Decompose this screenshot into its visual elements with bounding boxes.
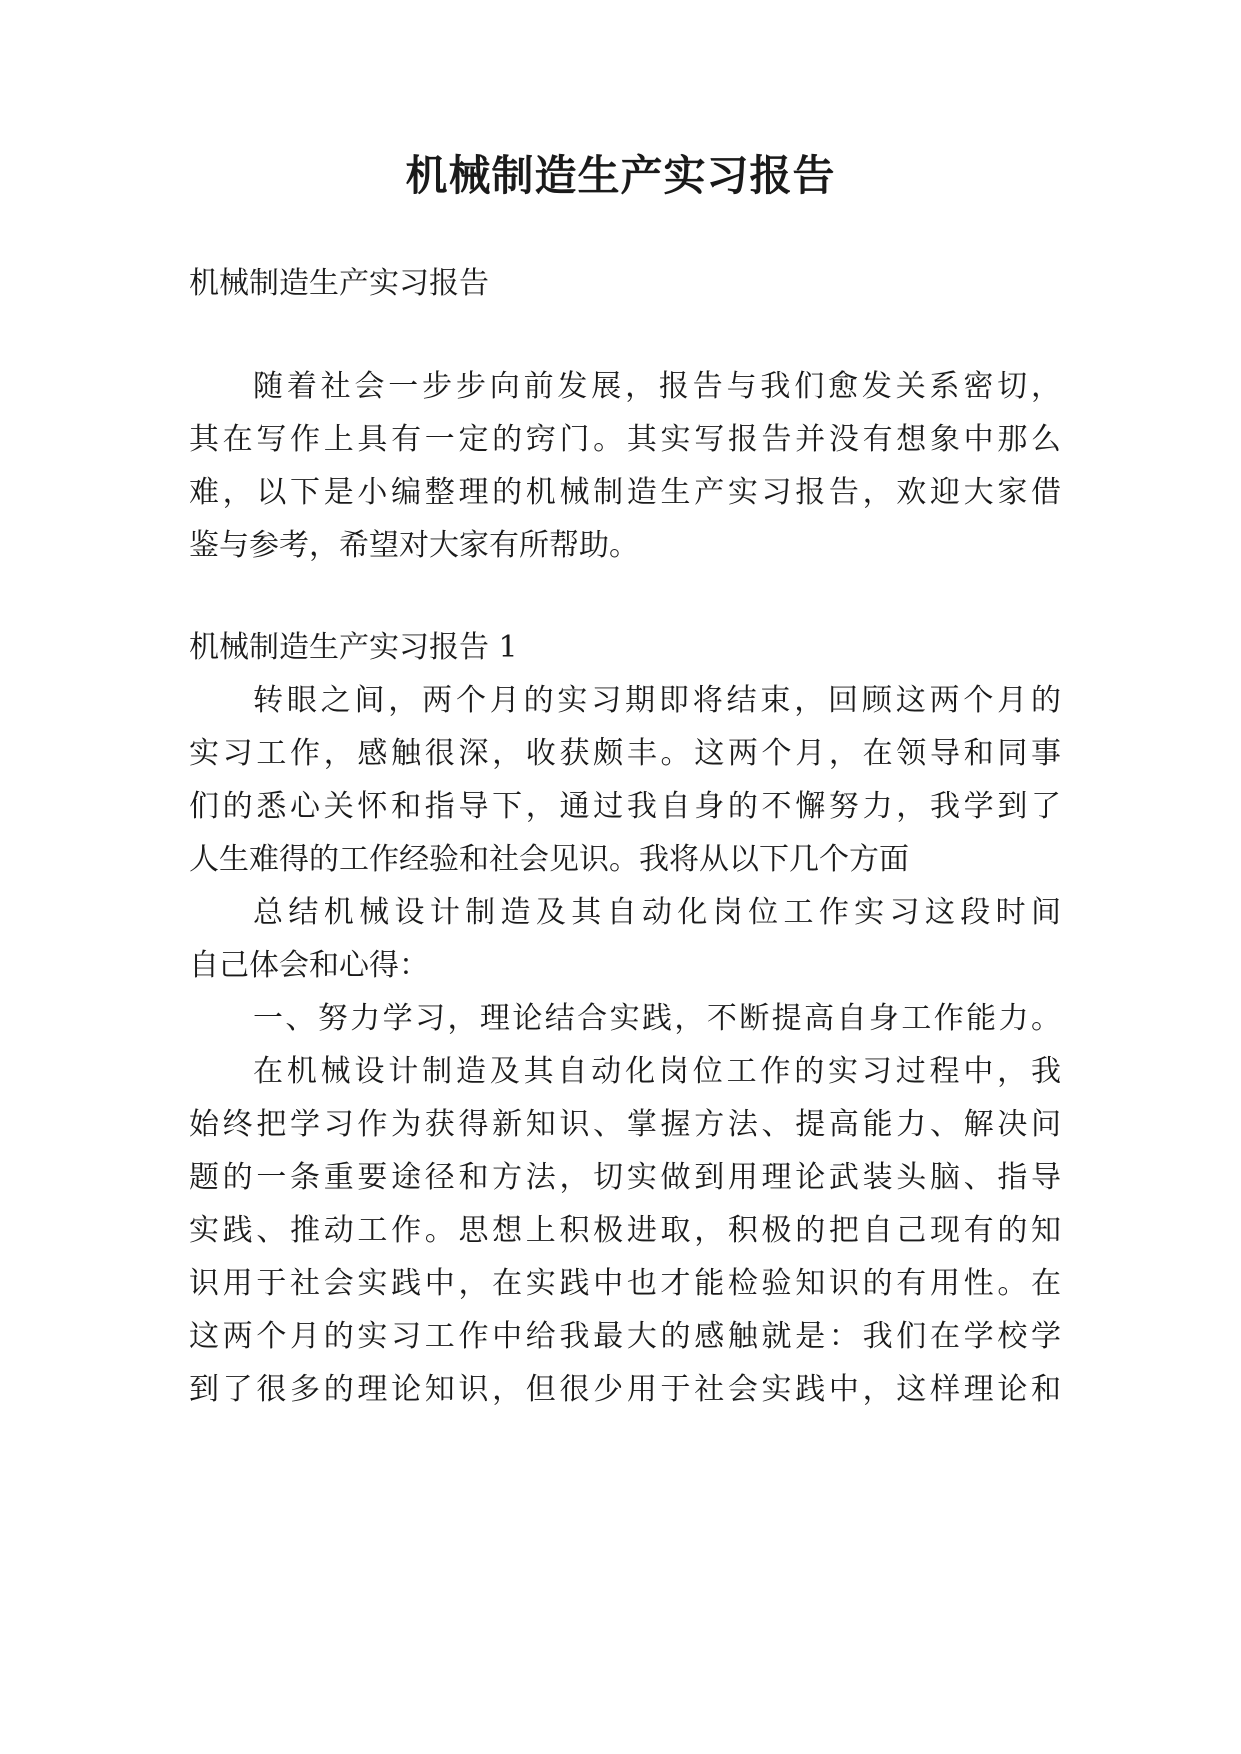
intro-line: 难，以下是小编整理的机械制造生产实习报告，欢迎大家借: [189, 475, 1061, 510]
paragraph-line: 识用于社会实践中，在实践中也才能检验知识的有用性。在: [189, 1266, 1061, 1301]
paragraph-line: 们的悉心关怀和指导下，通过我自身的不懈努力，我学到了: [189, 789, 1061, 824]
intro-line: 鉴与参考，希望对大家有所帮助。: [189, 528, 639, 563]
paragraph-line: 转眼之间，两个月的实习期即将结束，回顾这两个月的: [253, 683, 1061, 718]
intro-line: 其在写作上具有一定的窍门。其实写报告并没有想象中那么: [189, 422, 1061, 457]
paragraph-line: 总结机械设计制造及其自动化岗位工作实习这段时间: [253, 895, 1061, 930]
paragraph-line: 到了很多的理论知识，但很少用于社会实践中，这样理论和: [189, 1372, 1061, 1407]
paragraph-line: 实践、推动工作。思想上积极进取，积极的把自己现有的知: [189, 1213, 1061, 1248]
paragraph-line: 在机械设计制造及其自动化岗位工作的实习过程中，我: [253, 1054, 1061, 1089]
paragraph-line: 实习工作，感触很深，收获颇丰。这两个月，在领导和同事: [189, 736, 1061, 771]
paragraph-line: 这两个月的实习工作中给我最大的感触就是：我们在学校学: [189, 1319, 1061, 1354]
paragraph-line: 题的一条重要途径和方法，切实做到用理论武装头脑、指导: [189, 1160, 1061, 1195]
document-title: 机械制造生产实习报告: [405, 151, 836, 200]
paragraph-line: 人生难得的工作经验和社会见识。我将从以下几个方面: [189, 842, 909, 877]
section-heading: 机械制造生产实习报告 1: [189, 630, 518, 665]
paragraph-line: 始终把学习作为获得新知识、掌握方法、提高能力、解决问: [189, 1107, 1061, 1142]
intro-line: 随着社会一步步向前发展，报告与我们愈发关系密切，: [253, 369, 1061, 404]
document-subtitle: 机械制造生产实习报告: [189, 266, 489, 301]
paragraph-line: 自己体会和心得：: [189, 948, 429, 983]
point-heading: 一、努力学习，理论结合实践，不断提高自身工作能力。: [253, 1001, 1061, 1036]
